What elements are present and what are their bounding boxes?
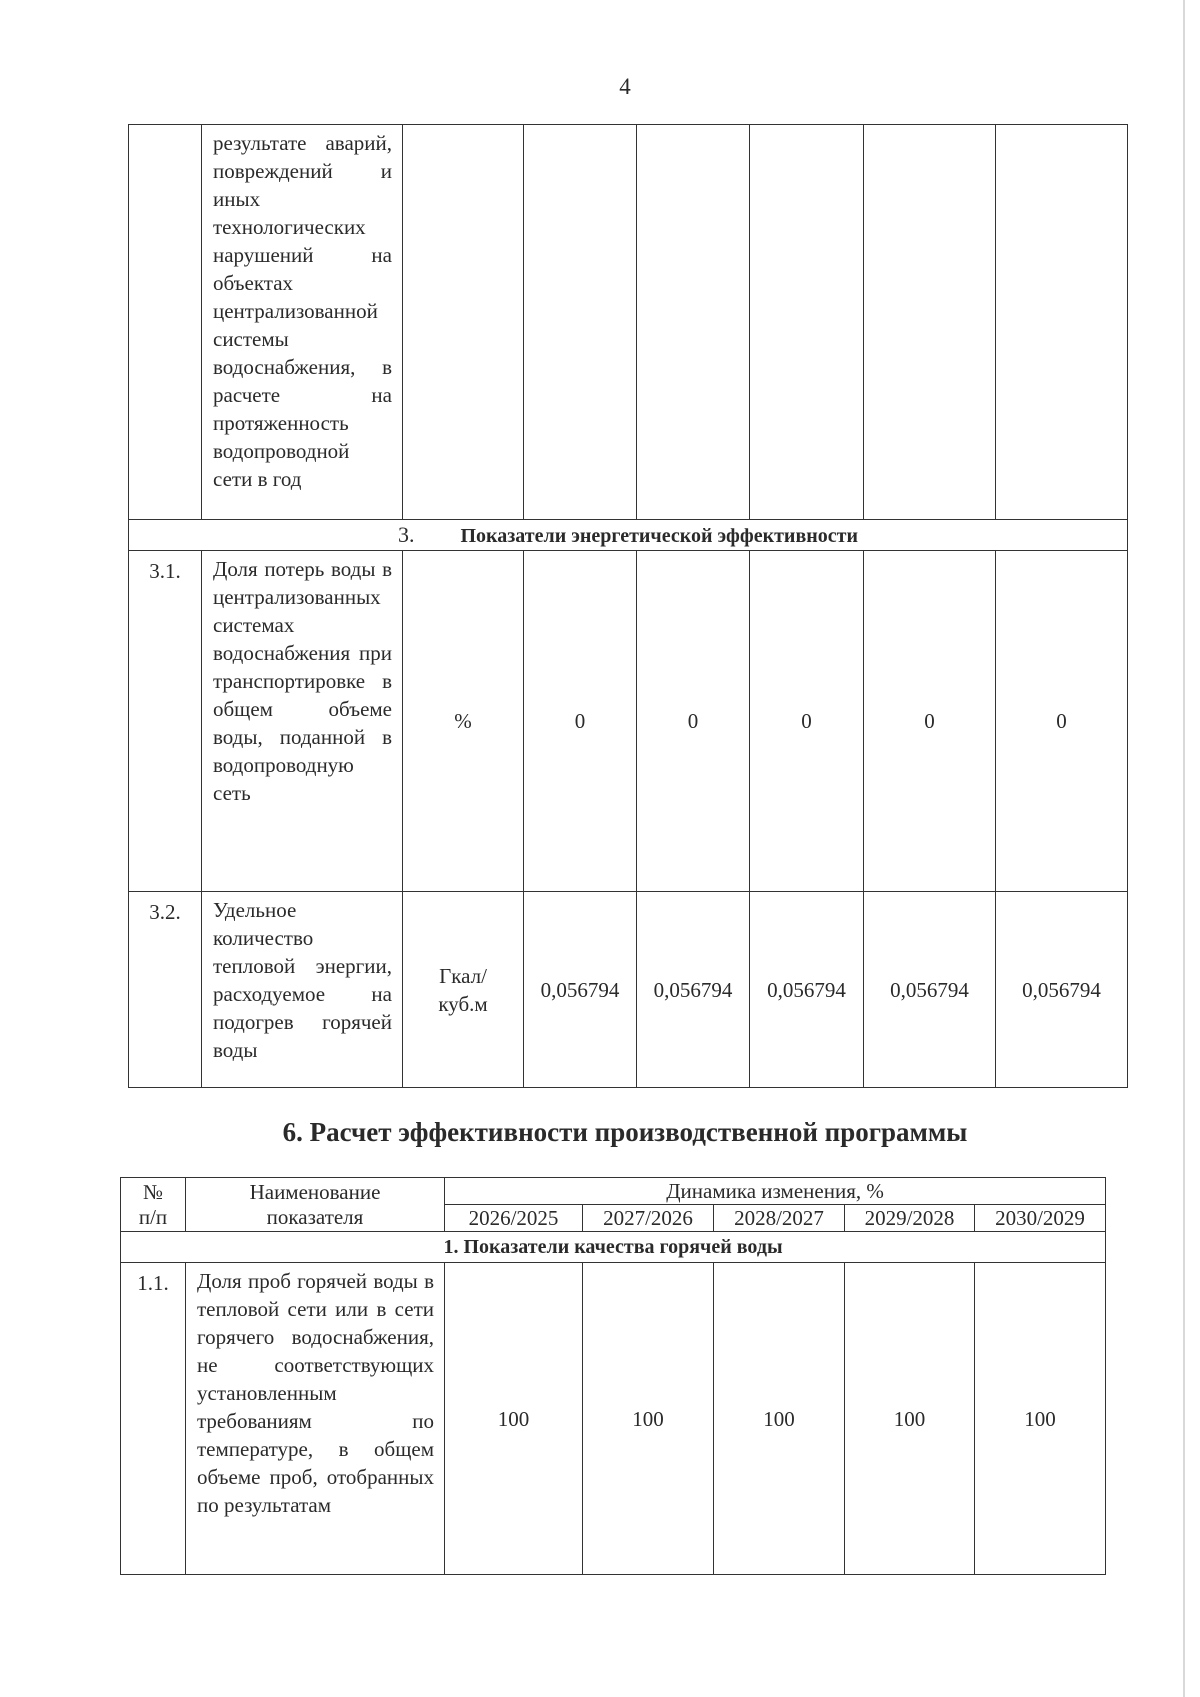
page-number: 4	[619, 74, 631, 99]
section-title-cell	[129, 520, 1128, 551]
header-row	[121, 1178, 1106, 1205]
value-cell	[637, 125, 750, 520]
value-cell: 0,056794	[996, 892, 1128, 1088]
unit-cell	[403, 125, 524, 520]
indicator-name-cell: Доля потерь воды в централизованных системах водоснабжения при транспортировке в общем объеме воды, поданной в водопроводную сеть	[202, 551, 403, 892]
header-period: 2026/2025	[445, 1205, 583, 1232]
value-cell: 0	[637, 551, 750, 892]
row-number: 1.1.	[121, 1263, 186, 1575]
section-heading: 6. Расчет эффективности производственной программы	[282, 1117, 968, 1147]
num-cell	[129, 125, 202, 520]
indicators-table	[128, 124, 1128, 1088]
header-period: 2029/2028	[845, 1205, 975, 1232]
value-cell: 0	[864, 551, 996, 892]
section-title-cell: 1. Показатели качества горячей воды	[121, 1232, 1106, 1263]
table-row	[129, 551, 1128, 892]
value-cell	[864, 125, 996, 520]
value-cell: 0	[750, 551, 864, 892]
value-cell: 100	[975, 1263, 1106, 1575]
unit-cell: %	[403, 551, 524, 892]
value-cell	[524, 125, 637, 520]
value-cell	[996, 125, 1128, 520]
section-row	[121, 1232, 1106, 1263]
value-cell: 0,056794	[750, 892, 864, 1088]
header-period: 2028/2027	[714, 1205, 845, 1232]
value-cell: 0,056794	[637, 892, 750, 1088]
value-cell: 100	[583, 1263, 714, 1575]
section-row	[129, 520, 1128, 551]
header-period: 2030/2029	[975, 1205, 1106, 1232]
header-name: Наименование показателя	[186, 1178, 445, 1232]
header-num: № п/п	[121, 1178, 186, 1232]
table-row	[129, 892, 1128, 1088]
section-number: 3.	[397, 521, 415, 547]
table-row	[129, 125, 1128, 520]
row-number: 3.2.	[129, 892, 202, 1088]
value-cell: 100	[714, 1263, 845, 1575]
value-cell: 100	[845, 1263, 975, 1575]
unit-cell: Гкал/ куб.м	[403, 892, 524, 1088]
page-edge-line	[1183, 0, 1185, 1697]
indicator-name-cell: результате аварий, повреждений и иных технологических нарушений на объектах централизованной системы водоснабжения, в расчете на протяженность водопроводной сети в год	[202, 125, 403, 520]
value-cell: 0,056794	[864, 892, 996, 1088]
section-title: Показатели энергетической эффективности	[460, 524, 858, 547]
header-period: 2027/2026	[583, 1205, 714, 1232]
value-cell: 0,056794	[524, 892, 637, 1088]
value-cell	[750, 125, 864, 520]
value-cell: 0	[524, 551, 637, 892]
indicator-name-cell: Доля проб горячей воды в тепловой сети или в сети горячего водоснабжения, не соответствующих установленным требованиям по температуре, в общем объеме проб, отобранных по результатам	[186, 1263, 445, 1575]
efficiency-table	[120, 1177, 1106, 1575]
value-cell: 100	[445, 1263, 583, 1575]
table-row	[121, 1263, 1106, 1575]
value-cell: 0	[996, 551, 1128, 892]
header-dynamics: Динамика изменения, %	[445, 1178, 1106, 1205]
indicator-name-cell: Удельное количество тепловой энергии, расходуемое на подогрев горячей воды	[202, 892, 403, 1088]
row-number: 3.1.	[129, 551, 202, 892]
